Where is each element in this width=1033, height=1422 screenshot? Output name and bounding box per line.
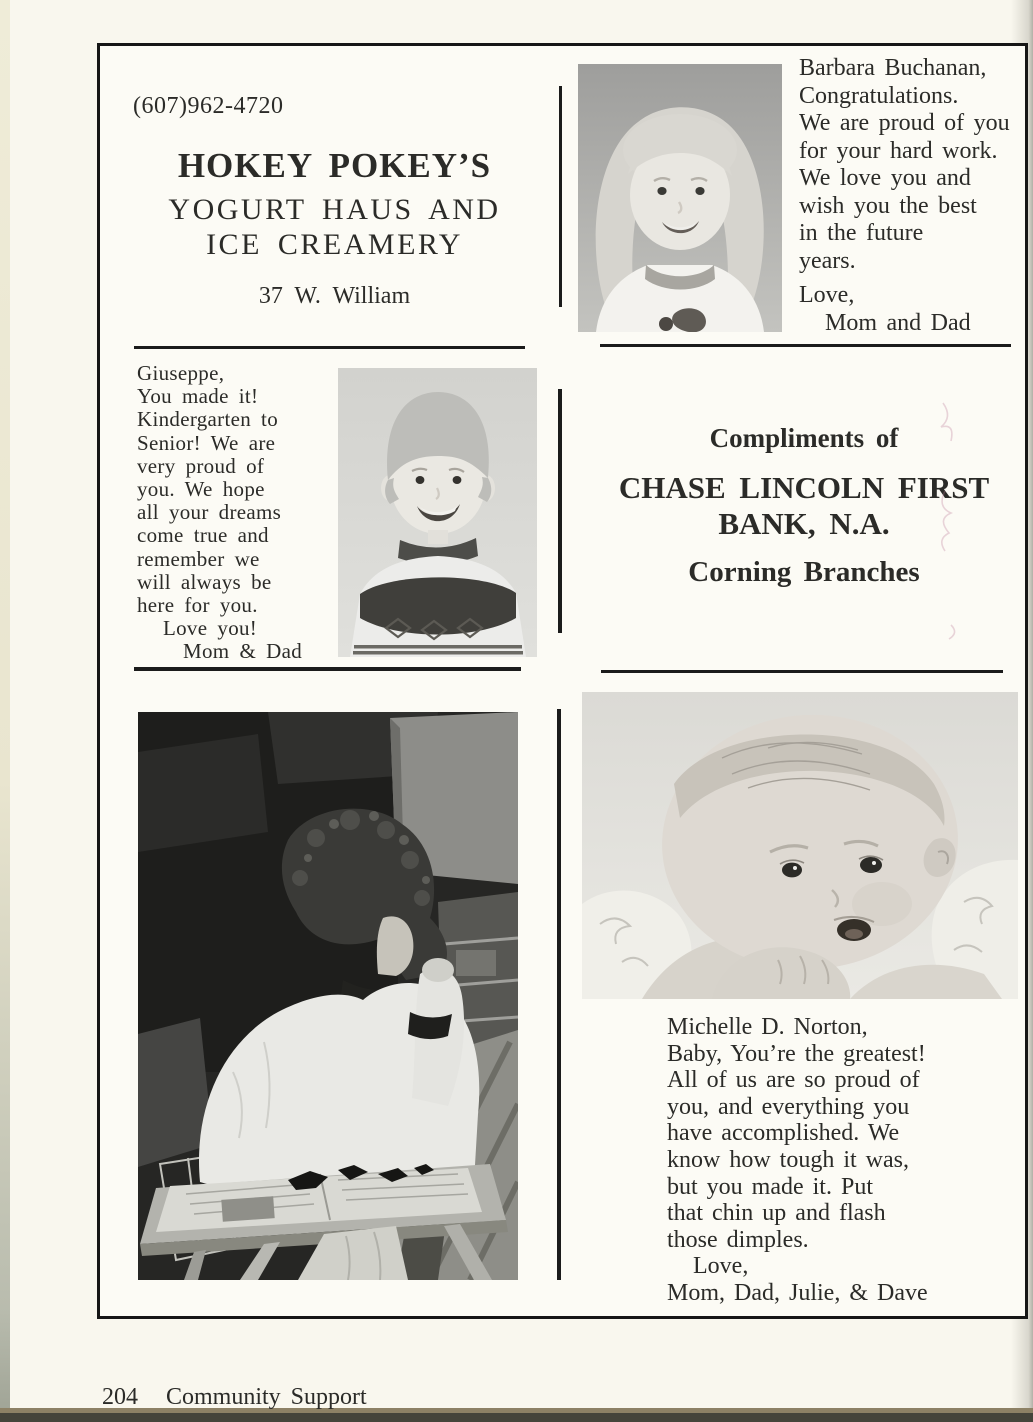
- message-line: will always be: [137, 569, 272, 594]
- message-line: you. We hope: [137, 477, 265, 502]
- message-line: all your dreams: [137, 500, 282, 525]
- hokey-pokey-address: 37 W. William: [258, 283, 411, 309]
- page-left-edge: [0, 0, 10, 1422]
- giuseppe-childhood-photo: [338, 368, 537, 657]
- chase-compliments: Compliments of: [709, 423, 899, 453]
- message-line: for your hard work.: [799, 137, 998, 164]
- divider-vertical-top: [559, 86, 562, 307]
- message-line: know how tough it was,: [667, 1146, 909, 1173]
- message-line: remember we: [137, 546, 260, 571]
- divider-vertical-middle: [558, 389, 562, 633]
- message-line: that chin up and flash: [667, 1200, 886, 1227]
- michelle-baby-photo: [582, 692, 1018, 999]
- message-line: here for you.: [137, 593, 258, 618]
- message-line: in the future: [799, 220, 924, 246]
- bottom-scan-band-dark: [0, 1413, 1033, 1422]
- message-line: years.: [799, 247, 856, 274]
- message-line: We are proud of you: [799, 110, 1010, 136]
- message-line: you, and everything you: [667, 1093, 910, 1120]
- giuseppe-message: [137, 362, 302, 664]
- chase-bank-name-line2: BANK, N.A.: [718, 506, 890, 541]
- hokey-pokey-phone: (607)962-4720: [133, 93, 284, 119]
- message-line: Barbara Buchanan,: [799, 55, 987, 81]
- message-line: Michelle D. Norton,: [667, 1014, 868, 1040]
- page-footer: [102, 1384, 367, 1411]
- message-signature: Mom and Dad: [825, 309, 971, 336]
- student-studying-photo: [138, 712, 518, 1280]
- message-line: Baby, You’re the greatest!: [667, 1040, 926, 1067]
- message-line: You made it!: [137, 384, 259, 409]
- chase-bank-name-line1: CHASE LINCOLN FIRST: [618, 470, 990, 505]
- message-line: very proud of: [137, 453, 265, 478]
- message-line: All of us are so proud of: [667, 1067, 920, 1094]
- message-closing: Love you!: [163, 616, 258, 641]
- barbara-childhood-photo: [578, 64, 782, 332]
- chase-branches: Corning Branches: [688, 556, 920, 588]
- hokey-pokey-tagline-1: YOGURT HAUS AND: [168, 193, 501, 226]
- divider-horizontal-left-lower: [134, 667, 521, 671]
- message-closing: Love,: [799, 282, 855, 308]
- message-line: Congratulations.: [799, 82, 959, 109]
- section-title: Community Support: [166, 1384, 367, 1410]
- scan-scribble-marks: [915, 395, 985, 695]
- message-signature: Mom & Dad: [183, 639, 303, 664]
- message-line: Senior! We are: [137, 430, 276, 455]
- message-signature: Mom, Dad, Julie, & Dave: [667, 1279, 928, 1306]
- message-line: Giuseppe,: [137, 361, 225, 385]
- message-line: Kindergarten to: [137, 407, 278, 432]
- message-line: have accomplished. We: [667, 1120, 900, 1147]
- divider-horizontal-left-upper: [134, 346, 525, 349]
- hokey-pokey-ad: [137, 146, 532, 310]
- message-closing: Love,: [693, 1253, 749, 1280]
- divider-horizontal-right-upper: [600, 344, 1011, 347]
- message-line: those dimples.: [667, 1226, 809, 1253]
- hokey-pokey-tagline-2: ICE CREAMERY: [206, 228, 463, 261]
- message-line: wish you the best: [799, 192, 977, 219]
- page-number: 204: [102, 1384, 138, 1410]
- message-line: We love you and: [799, 165, 971, 191]
- barbara-message: [799, 55, 1010, 337]
- divider-vertical-bottom: [557, 709, 561, 1280]
- michelle-message: [667, 1014, 928, 1307]
- message-line: but you made it. Put: [667, 1173, 873, 1200]
- message-line: come true and: [137, 523, 269, 548]
- hokey-pokey-name: HOKEY POKEY’S: [177, 146, 492, 185]
